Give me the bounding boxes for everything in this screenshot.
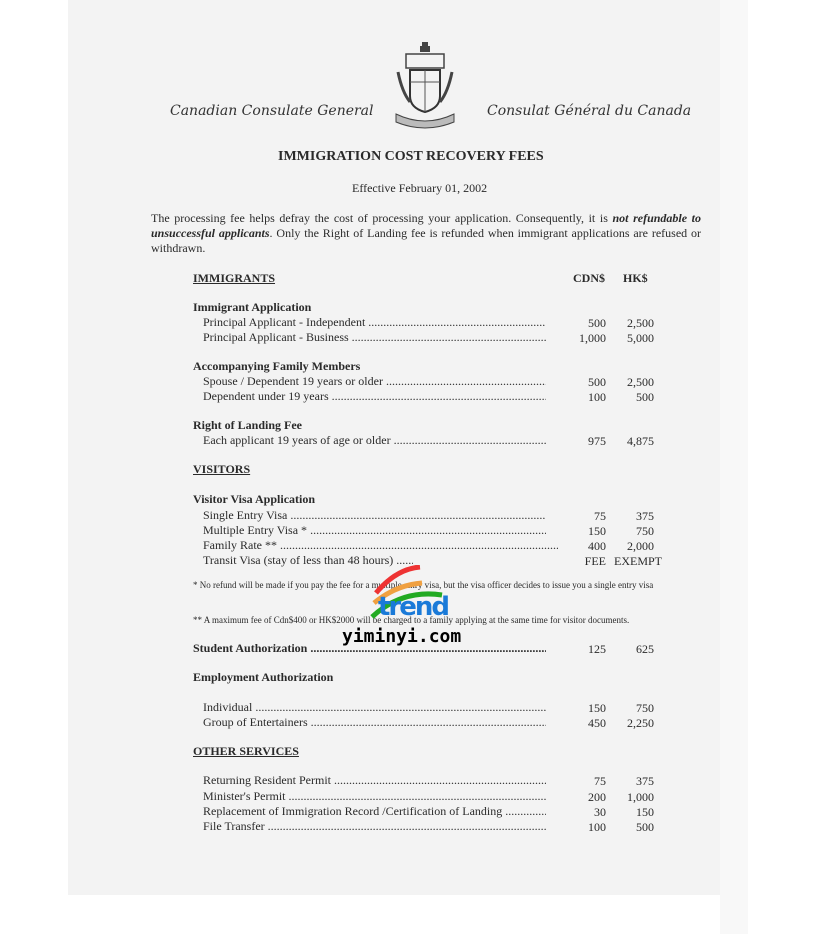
page-title: IMMIGRATION COST RECOVERY FEES (278, 149, 544, 164)
fee-hk: 2,500 (627, 316, 654, 330)
fee-cdn: 125 (588, 642, 606, 656)
fee-hk: 750 (636, 701, 654, 715)
row-label: Single Entry Visa ..... (203, 508, 546, 522)
row-label: Transit Visa (stay of less than 48 hours) ..... (203, 553, 413, 567)
group-title: Employment Authorization (193, 670, 334, 684)
fee-cdn: 400 (588, 539, 606, 553)
fee-cdn: 75 (594, 509, 606, 523)
fee-hk: 500 (636, 390, 654, 404)
fee-cdn: 200 (588, 790, 606, 804)
row-label: Principal Applicant - Independent ..... (203, 315, 546, 329)
header-french: Consulat Général du Canada (487, 103, 692, 119)
footnote-2: ** A maximum fee of Cdn$400 or HK$2000 will be charged to a family applying at the same time for visitor documents. (193, 615, 630, 625)
paper-edge (720, 0, 748, 934)
fee-hk: 375 (636, 774, 654, 788)
fee-hk: 625 (636, 642, 654, 656)
fee-hk: 5,000 (627, 331, 654, 345)
fee-cdn: 450 (588, 716, 606, 730)
col-hk: HK$ (623, 271, 648, 285)
row-label: Individual ..... (203, 700, 546, 714)
fee-hk: EXEMPT (614, 554, 662, 568)
row-label: Each applicant 19 years of age or older ..... (203, 433, 546, 447)
watermark-site: yiminyi.com (342, 626, 462, 647)
fee-cdn: 75 (594, 774, 606, 788)
row-label: Dependent under 19 years ..... (203, 389, 546, 403)
row-label: Spouse / Dependent 19 years or older ..... (203, 374, 546, 388)
group-title: Accompanying Family Members (193, 359, 361, 373)
section-visitors: VISITORS (193, 462, 251, 476)
fee-cdn: 30 (594, 805, 606, 819)
intro-text: The processing fee helps defray the cost of processing your application. Consequently, it is (151, 211, 613, 225)
fee-hk: 2,250 (627, 716, 654, 730)
coat-of-arms-icon (392, 42, 458, 130)
intro-text-end: . Only the Right of Landing fee is refunded when immigrant applications are refused or withdrawn. (151, 226, 702, 255)
row-label: Group of Entertainers ..... (203, 715, 546, 729)
fee-hk: 150 (636, 805, 654, 819)
watermark-logo (340, 565, 480, 655)
fee-hk: 4,875 (627, 434, 654, 448)
watermark-brand: trend (378, 592, 449, 622)
fee-hk: 750 (636, 524, 654, 538)
fee-cdn: 500 (588, 316, 606, 330)
fee-hk: 500 (636, 820, 654, 834)
intro-paragraph (151, 211, 701, 256)
fee-cdn: 100 (588, 820, 606, 834)
row-label: Returning Resident Permit ..... (203, 773, 546, 787)
fee-cdn: FEE (584, 554, 606, 568)
row-label: Family Rate ** ..... (203, 538, 558, 552)
fee-cdn: 150 (588, 524, 606, 538)
group-title: Right of Landing Fee (193, 418, 303, 432)
intro-emphasis: not refundable to unsuccessful applicants (151, 211, 702, 240)
fee-cdn: 975 (588, 434, 606, 448)
group-title: Visitor Visa Application (193, 492, 316, 506)
row-label: Principal Applicant - Business ..... (203, 330, 546, 344)
fee-cdn: 150 (588, 701, 606, 715)
fee-cdn: 500 (588, 375, 606, 389)
fee-cdn: 100 (588, 390, 606, 404)
fee-hk: 2,500 (627, 375, 654, 389)
fee-hk: 1,000 (627, 790, 654, 804)
fee-hk: 2,000 (627, 539, 654, 553)
row-label: Replacement of Immigration Record /Certification of Landing ..... (203, 804, 546, 818)
group-title: Immigrant Application (193, 300, 312, 314)
row-label: Minister's Permit ..... (203, 789, 546, 803)
row-label: Student Authorization ..... (193, 641, 546, 655)
col-cdn: CDN$ (573, 271, 605, 285)
section-other-services: OTHER SERVICES (193, 744, 299, 758)
row-label: File Transfer ..... (203, 819, 546, 833)
footnote-1: * No refund will be made if you pay the fee for a multiple entry visa, but the visa officer decides to issue you a single entry visa (193, 580, 654, 590)
fee-hk: 375 (636, 509, 654, 523)
effective-date: Effective February 01, 2002 (352, 181, 488, 195)
fee-cdn: 1,000 (579, 331, 606, 345)
row-label: Multiple Entry Visa * ..... (203, 523, 546, 537)
section-immigrants: IMMIGRANTS (193, 271, 276, 285)
header-english: Canadian Consulate General (170, 103, 374, 119)
